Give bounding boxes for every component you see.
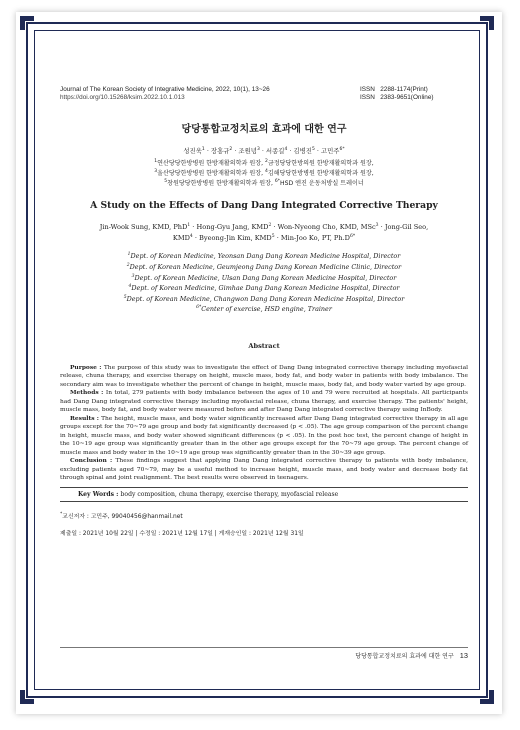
korean-author-sup: 4 — [284, 146, 288, 152]
korean-author-sup: 2 — [229, 146, 233, 152]
korean-author-sup: 3 — [256, 146, 260, 152]
english-affiliation-text: Dept. of Korean Medicine, Gimhae Dang Dang Korean Medicine Hospital, Director — [131, 284, 400, 293]
english-author-name: Min-Joo Ko, PT, Ph.D — [280, 233, 350, 242]
english-author-sup: 4 — [189, 233, 193, 239]
corner-ornament-bottom-right — [480, 690, 494, 704]
korean-affiliation-sup: 1 — [154, 158, 158, 164]
korean-affiliation-sup: 4 — [264, 168, 268, 174]
korean-affiliation-text: 울산당당한방병원 한방재활의학과 원장, — [157, 169, 265, 177]
english-author-sup: 3 — [375, 223, 379, 229]
english-affiliation-text: Dept. of Korean Medicine, Geumjeong Dang Dang Korean Medicine Clinic, Director — [129, 262, 402, 271]
english-affiliation-sup: 6* — [196, 305, 202, 311]
keywords-text: body composition, chuna therapy, exercise therapy, myofascial release — [120, 490, 339, 498]
corner-ornament-bottom-left — [20, 690, 34, 704]
english-affiliation-text: Center of exercise, HSD engine, Trainer — [201, 305, 332, 314]
korean-author-name: 성진욱 — [183, 147, 202, 155]
abstract-methods: Methods : In total, 279 patients with body imbalance between the ages of 10 and 79 were recruited at hospitals. All participants had Dang Dang integrated corrective therapy including myofascial release, chuna therapy, and exercise therapy. The patients' height, muscle mass, body fat, and body water were measured before and after Dang Dang integrated corrective therapy using InBody. — [60, 389, 468, 414]
abstract-results: Results : The height, muscle mass, and body water significantly increased after Dang Dang integrated corrective therapy in all age groups except for the 70~79 age group and body fat significantly decreased (p < .05). The age group comparison of the percent change in height, muscle mass, and body water showed significant differences (p < .05). In the post hoc test, the percent change of height in the 10~19 age group was significantly greater than in the other age groups except for the 70~79 age group. The percent change of muscle mass and body water in the 10~19 age group was significantly greater than in the 30~39 age group. — [60, 414, 468, 456]
korean-title: 당당통합교정치료의 효과에 대한 연구 — [181, 124, 347, 135]
corner-ornament-top-left — [20, 16, 34, 30]
journal-name: Journal of The Korean Society of Integrative Medicine, 2022, 10(1), 13~26 — [60, 86, 270, 93]
english-affiliation-sup: 3 — [131, 273, 135, 279]
abstract-body — [60, 364, 468, 483]
english-authors — [60, 222, 468, 243]
english-affiliation-line — [60, 251, 468, 262]
english-author-name: Byeong-Jin Kim, KMD — [199, 233, 272, 242]
korean-author-sup: 1 — [201, 146, 205, 152]
english-author-sup: 6* — [349, 233, 356, 239]
korean-affiliation-text: 연산당당한방병원 한방재활의학과 원장, — [157, 160, 265, 167]
korean-author-name: 김병진 — [293, 147, 312, 155]
korean-affiliation-text: 창원당당한방병원 한방재활의학과 원장, — [167, 179, 275, 187]
page-footer — [60, 647, 468, 660]
abstract-purpose: Purpose : The purpose of this study was to investigate the effect of Dang Dang integrated corrective therapy including myofascial release, chuna therapy, and exercise therapy on height, muscle mass, body fat, and body water in patients with body imbalance. The secondary aim was to investigate whether the percent of change in height, muscle mass, body fat, and body water varied by age group. — [60, 363, 468, 388]
correspondence: *교신저자 : 고민주, 99040456@hanmail.net — [60, 511, 183, 520]
korean-authors: 성진욱$^1$ · 장홍규$^2$ · 조원녕$^3$ · 서종길$^4$ · 김병진$^5$ · 고민주$^{6*}$ — [183, 146, 345, 155]
korean-affiliation-sup: 5 — [164, 178, 168, 184]
english-author-name: KMD — [172, 233, 190, 242]
korean-author-name: 장홍규 — [210, 147, 230, 155]
korean-author-sup: 5 — [311, 146, 315, 152]
english-author-line: Jin-Wook Sung, KMD, PhD$^1$ · Hong-Gyu Jang, $KMD^2$ · Won-Nyeong Cho, KMD, MSc$^3$ · Jong-Gil Seo, — [99, 223, 429, 232]
english-affiliation-sup: 1 — [127, 252, 131, 258]
page-number: 13 — [459, 651, 468, 660]
corner-ornament-top-right — [480, 16, 494, 30]
english-affiliation-text: Dept. of Korean Medicine, Yeonsan Dang Dang Korean Medicine Hospital, Director — [130, 252, 401, 261]
english-affiliation-sup: 4 — [128, 284, 132, 290]
korean-affiliation-line — [60, 169, 468, 179]
english-affiliation-sup: 2 — [126, 262, 130, 268]
korean-author-name: 조원녕 — [238, 147, 257, 155]
english-affiliation-line — [60, 304, 468, 315]
english-affiliation-line — [60, 283, 468, 294]
journal-doi-row: https://doi.org/10.15268/ksim.2022.10.1.013 ISSN 2383-9651(Online) — [60, 94, 434, 101]
english-affiliation-line — [60, 262, 468, 273]
korean-affiliation-line — [60, 159, 468, 169]
korean-affiliation-sup: 2 — [264, 158, 268, 164]
journal-header: Journal of The Korean Society of Integrative Medicine, 2022, 10(1), 13~26 ISSN 2288-1174(Print) — [60, 86, 428, 93]
english-affiliation-text: Dept. of Korean Medicine, Ulsan Dang Dang Korean Medicine Hospital, Director — [134, 273, 397, 282]
korean-author-sup: 6* — [339, 146, 345, 152]
abstract-conclusion: Conclusion : These findings suggest that applying Dang Dang integrated corrective therapy to patients with body imbalance, excluding patients aged 70~79, may be a useful method to increase height, muscle mass, and body water and decrease body fat through spinal and joint realignment. The best results were observed in teenagers. — [60, 457, 468, 482]
article-content — [60, 86, 468, 537]
english-author-sup: 1 — [187, 223, 191, 229]
korean-affiliation-text: 김해당당한방병원 한방재활의학과 원장, — [267, 169, 374, 177]
english-author-name: Jong-Gil Seo, — [384, 223, 429, 232]
english-author-name: Hong-Gyu Jang, KMD — [196, 223, 269, 232]
english-author-name: Jin-Wook Sung, KMD, PhD — [99, 223, 188, 232]
korean-affiliations — [60, 159, 468, 188]
abstract-heading: Abstract — [248, 341, 280, 350]
english-affiliation-line — [60, 273, 468, 284]
english-title: A Study on the Effects of Dang Dang Integrated Corrective Therapy — [90, 200, 438, 212]
korean-author-name: 서종길 — [265, 147, 285, 155]
running-title: 당당통합교정치료의 효과에 대한 연구 — [355, 653, 454, 660]
english-affiliations — [60, 251, 468, 315]
english-affiliation-text: Dept. of Korean Medicine, Changwon Dang Dang Korean Medicine Hospital, Director — [126, 294, 405, 303]
english-affiliation-line — [60, 294, 468, 305]
english-author-name: Won-Nyeong Cho, KMD, MSc — [277, 223, 376, 232]
keywords-box: Key Words : body composition, chuna therapy, exercise therapy, myofascial release — [60, 487, 468, 502]
english-author-line: $KMD^4$ · Byeong-Jin Kim, $KMD^5 \cdot Min-Joo$ Ko, PT, $Ph.D^{6*}$ — [172, 233, 356, 242]
korean-affiliation-text: HSD 엔진 운동처방실 트레이너 — [280, 179, 364, 187]
korean-affiliation-sup: 3 — [154, 168, 158, 174]
issn-print: 2288-1174(Print) — [380, 86, 428, 93]
doi-link[interactable]: https://doi.org/10.15268/ksim.2022.10.1.013 — [60, 94, 185, 101]
english-affiliation-sup: 5 — [123, 294, 127, 300]
submission-dates: 제출일 : 2021년 10월 22일 | 수정일 : 2021년 12월 17일 | 게재승인일 : 2021년 12월 31일 — [60, 530, 304, 537]
issn-online: 2383-9651(Online) — [380, 94, 434, 101]
korean-affiliation-sup: 6* — [274, 178, 281, 184]
english-author-sup: 5 — [271, 233, 275, 239]
korean-affiliation-text: 금정당당한방의원 한방재활의학과 원장, — [267, 160, 374, 167]
english-author-sup: 2 — [268, 223, 272, 229]
korean-author-name: 고민주 — [320, 147, 340, 155]
korean-affiliation-line — [60, 179, 468, 189]
